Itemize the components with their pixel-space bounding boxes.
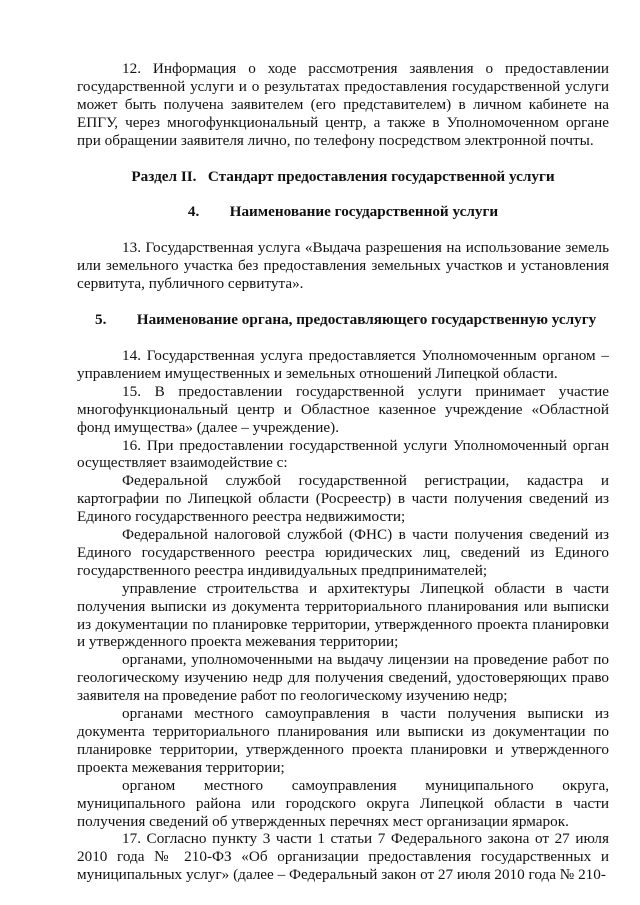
paragraph-12: 12. Информация о ходе рассмотрения заявления о предоставлении государственной услуги и о результатах предоставления государственной услуги может быть получена заявителем (его представителем) в личном кабинете на ЕПГУ, через многофункциональный центр, а также в Уполномоченном органе при обращении заявителя лично, по телефону посредством электронной почты. <box>77 60 609 149</box>
section-2-title: Раздел II. Стандарт предоставления государственной услуги <box>131 167 555 185</box>
heading-4: 4. Наименование государственной услуги <box>187 203 499 221</box>
paragraph-13: 13. Государственная услуга «Выдача разрешения на использование земель или земельного участка без предоставления земельных участков и установления сервитута, публичного сервитута». <box>77 239 609 293</box>
paragraph-16: 16. При предоставлении государственной услуги Уполномоченный орган осуществляет взаимодействие с: <box>77 436 609 472</box>
list-item-rosreestr: Федеральной службой государственной регистрации, кадастра и картографии по Липецкой области (Росреестр) в части получения сведений из Единого государственного реестра недвижимости; <box>77 472 609 526</box>
paragraph-15: 15. В предоставлении государственной услуги принимает участие многофункциональный центр и Областное казенное учреждение «Областной фонд имущества» (далее – учреждение). <box>77 382 609 436</box>
list-item-fns: Федеральной налоговой службой (ФНС) в части получения сведений из Единого государственного реестра юридических лиц, сведений из Единого государственного реестра индивидуальных предпринимателей; <box>77 526 609 579</box>
list-item-local-gov: органами местного самоуправления в части получения выписки из документа территориального планирования или выписки из документации по планировке территории, утвержденного проекта планировки и утвержденного проекта межевания территории; <box>77 705 609 776</box>
list-item-municipal: органом местного самоуправления муниципального округа, муниципального района или городского округа Липецкой области в части получения сведений об утвержденных перечнях мест организации ярмарок. <box>77 776 609 830</box>
list-item-construction: управление строительства и архитектуры Липецкой области в части получения выписки из документа территориального планирования или выписки из документации по планировке территории, утвержденного проекта планировки и утвержденного проекта межевания территории; <box>77 579 609 651</box>
paragraph-17: 17. Согласно пункту 3 части 1 статьи 7 Федерального закона от 27 июля 2010 года № 210-ФЗ «Об организации предоставления государственных и муниципальных услуг» (далее – Федеральный закон от 27 июля 2010 года № 210- <box>77 830 609 884</box>
list-item-license: органами, уполномоченными на выдачу лицензии на проведение работ по геологическому изучению недр для получения сведений, удостоверяющих право заявителя на проведение работ по геологическому изучению недр; <box>77 651 609 705</box>
paragraph-14: 14. Государственная услуга предоставляется Уполномоченным органом – управлением имущественных и земельных отношений Липецкой области. <box>77 346 609 382</box>
heading-5: 5. Наименование органа, предоставляющего государственную услугу <box>95 311 597 329</box>
